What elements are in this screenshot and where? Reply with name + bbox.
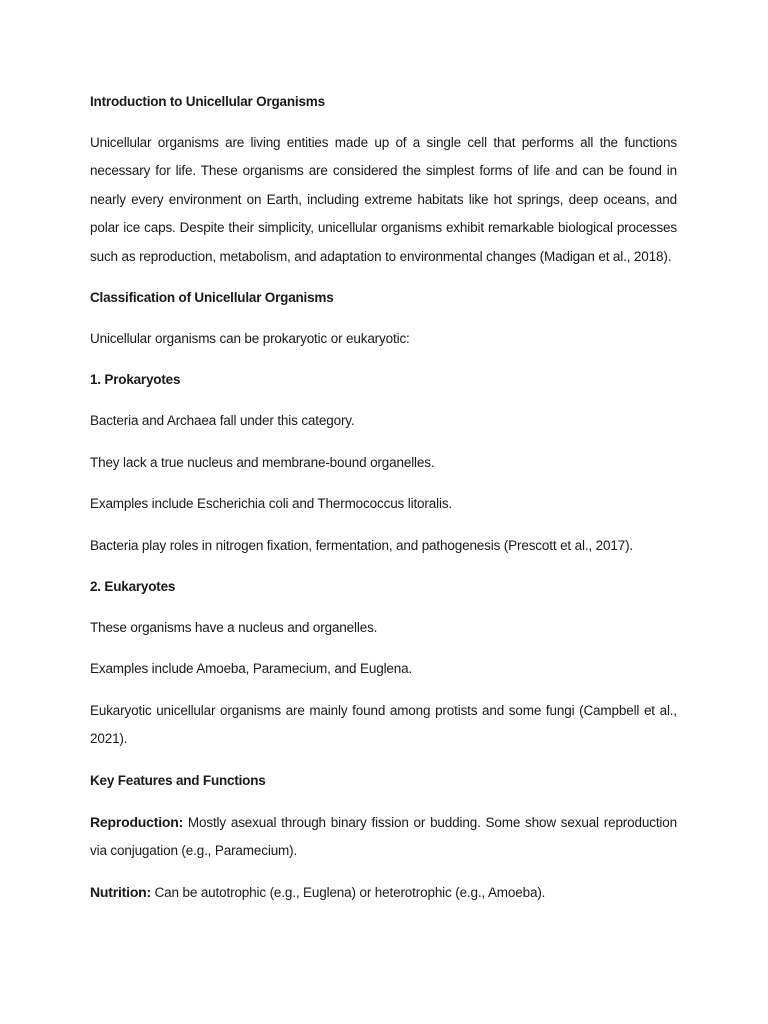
eukaryotes-line: Eukaryotic unicellular organisms are mainly found among protists and some fungi (Campbell et al., 2021).: [90, 702, 677, 747]
document-page: [90, 88, 677, 921]
prokaryotes-heading: 1. Prokaryotes: [90, 372, 181, 388]
prokaryotes-line: Bacteria and Archaea fall under this category.: [90, 413, 355, 429]
eukaryotes-heading: 2. Eukaryotes: [90, 578, 176, 594]
prokaryotes-line: Examples include Escherichia coli and Thermococcus litoralis.: [90, 496, 453, 512]
prokaryotes-line: Bacteria play roles in nitrogen fixation, fermentation, and pathogenesis (Prescott et al., 2017).: [90, 537, 634, 553]
nutrition-label: Nutrition:: [90, 884, 151, 901]
classification-heading: Classification of Unicellular Organisms: [90, 290, 334, 306]
reproduction-label: Reproduction:: [90, 813, 184, 830]
eukaryotes-line: Examples include Amoeba, Paramecium, and Euglena.: [90, 661, 413, 677]
reproduction-paragraph: [90, 808, 677, 866]
nutrition-text: Can be autotrophic (e.g., Euglena) or heterotrophic (e.g., Amoeba).: [150, 885, 546, 901]
classification-intro: Unicellular organisms can be prokaryotic or eukaryotic:: [90, 331, 410, 347]
eukaryotes-line: These organisms have a nucleus and organelles.: [90, 619, 378, 635]
features-heading: Key Features and Functions: [90, 772, 266, 788]
reproduction-text: Mostly asexual through binary fission or budding. Some show sexual reproduction via conjugation (e.g., Paramecium).: [90, 814, 677, 858]
prokaryotes-line: They lack a true nucleus and membrane-bound organelles.: [90, 454, 435, 470]
intro-paragraph: Unicellular organisms are living entities made up of a single cell that performs all the functions necessary for life. These organisms are considered the simplest forms of life and can be found in nearly every environment on Earth, including extreme habitats like hot springs, deep oceans, and polar ice caps. Despite their simplicity, unicellular organisms exhibit remarkable biological processes such as reproduction, metabolism, and adaptation to environmental changes (Madigan et al., 2018).: [90, 135, 677, 264]
nutrition-paragraph: [90, 878, 677, 907]
intro-heading: Introduction to Unicellular Organisms: [90, 94, 325, 109]
